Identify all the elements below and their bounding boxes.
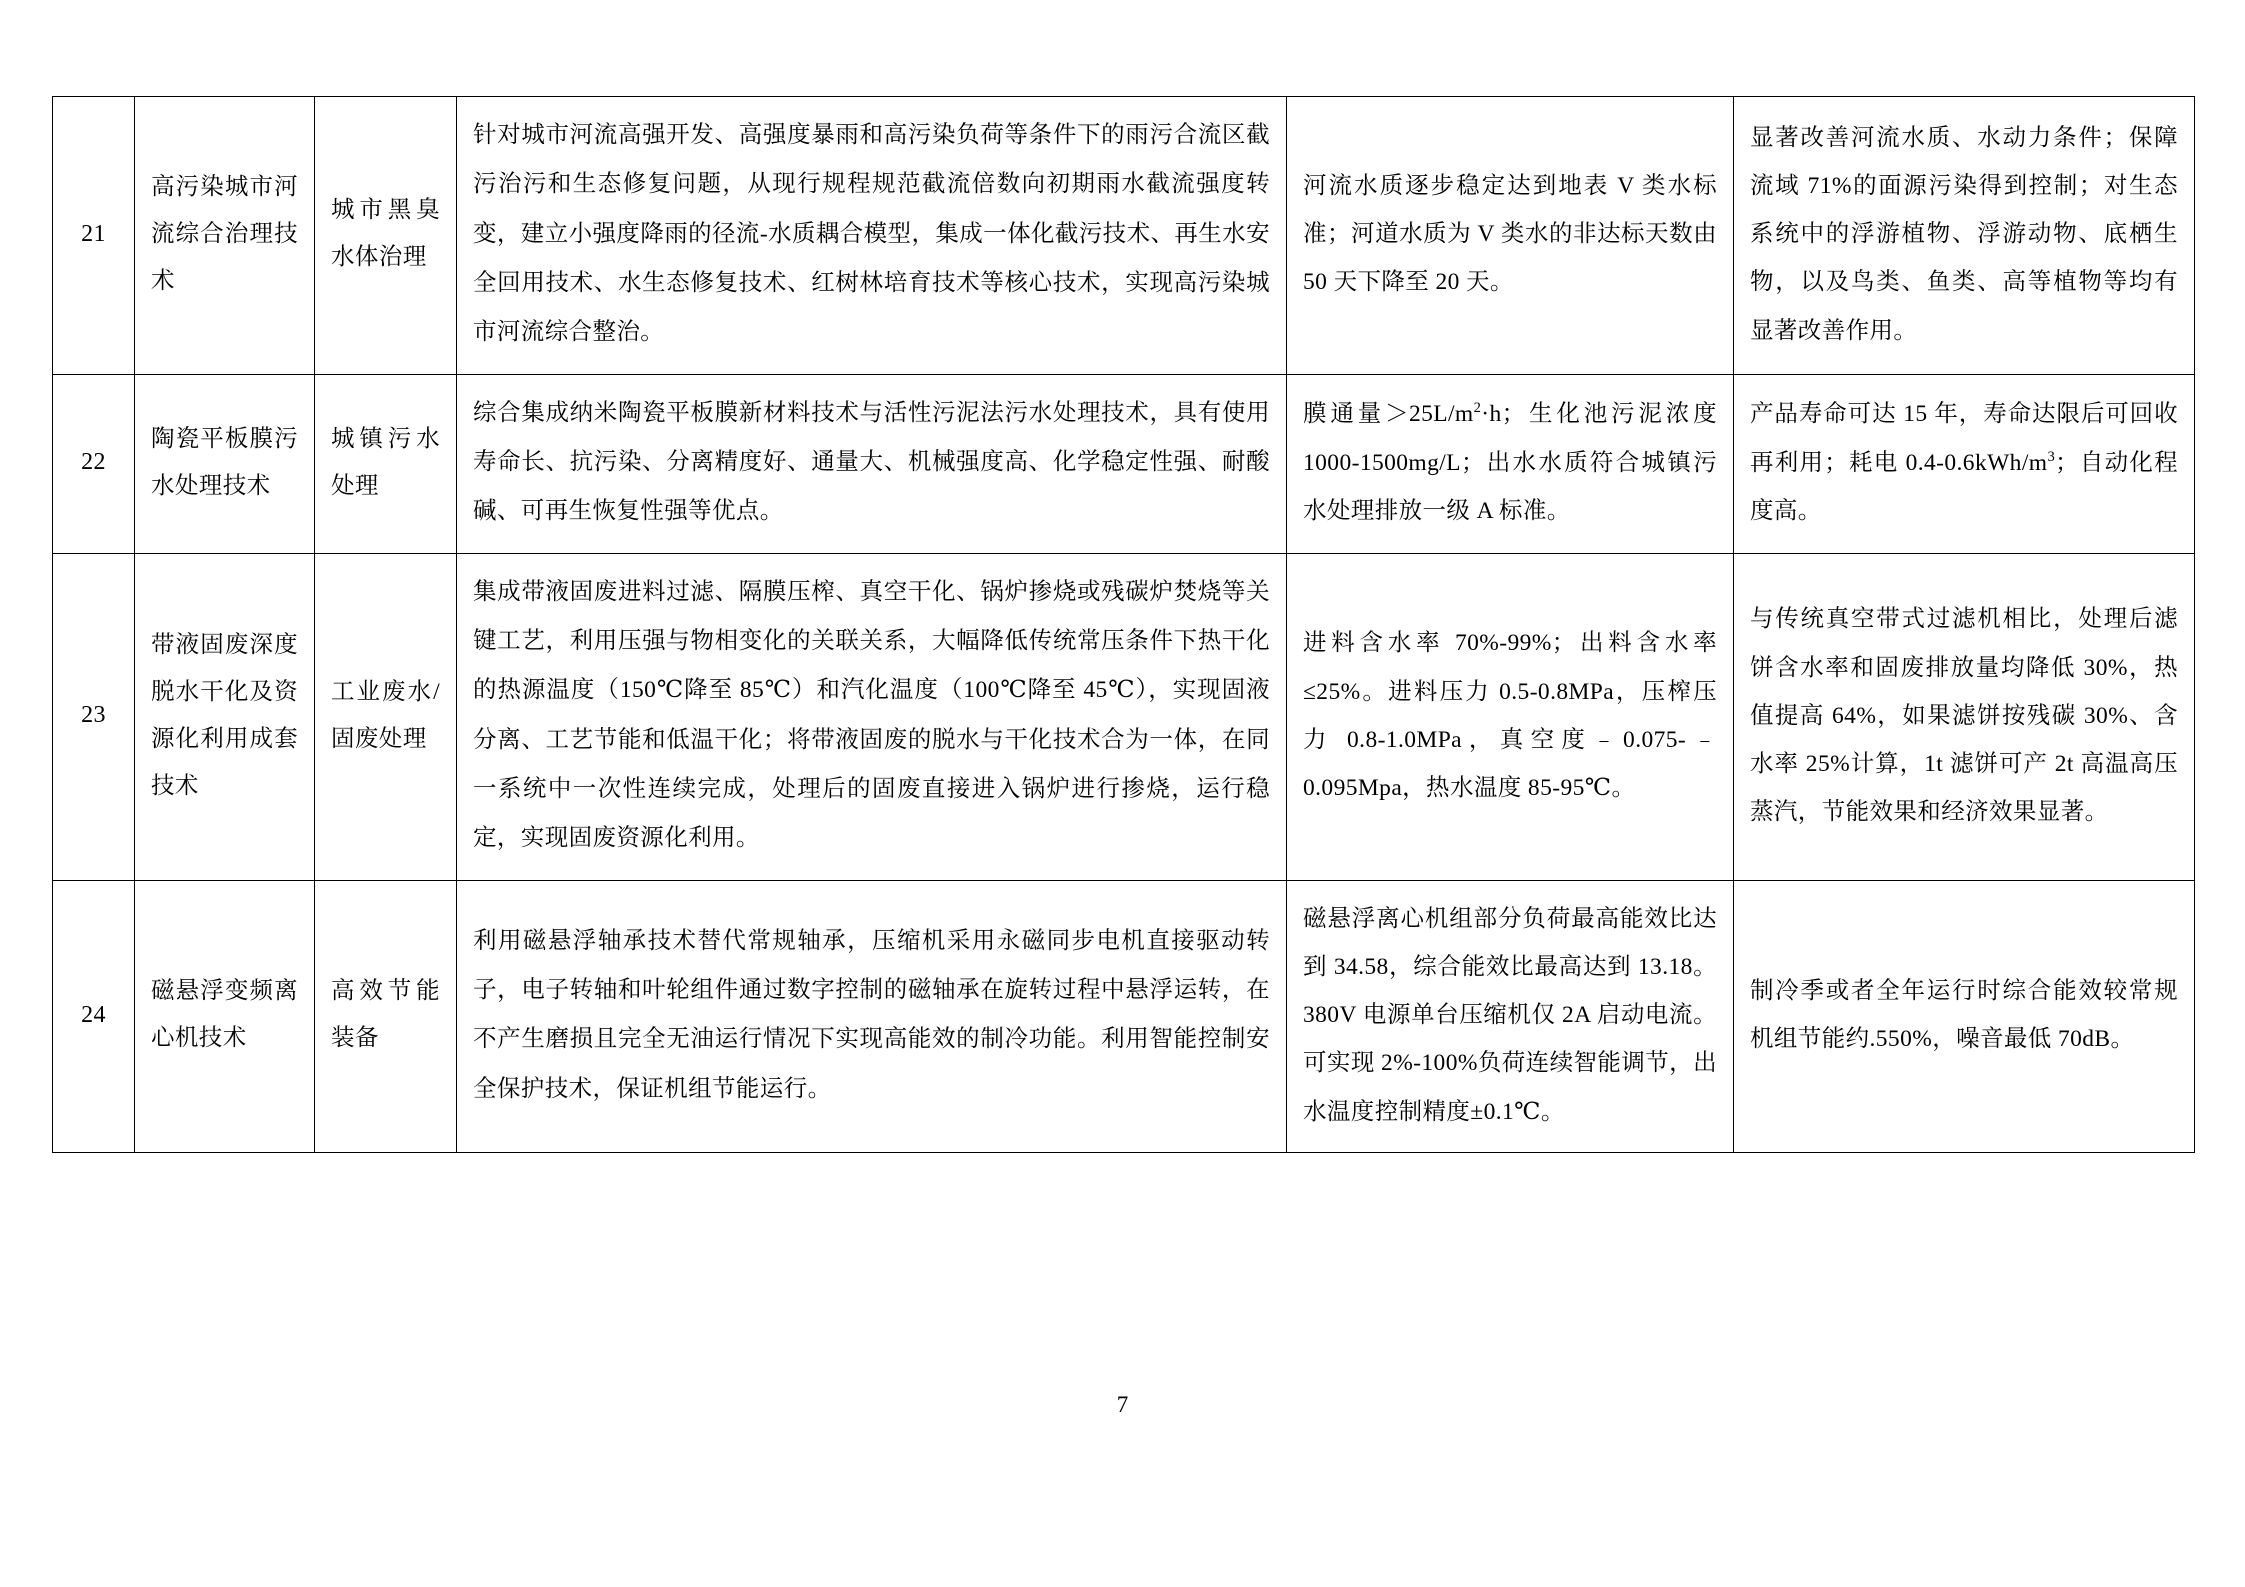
technology-name: 带液固废深度脱水干化及资源化利用成套技术	[135, 553, 315, 880]
row-index: 23	[53, 553, 135, 880]
page-number: 7	[1116, 1392, 1129, 1417]
application-field: 城市黑臭水体治理	[315, 97, 457, 375]
technology-indicator: 膜通量$>25L/m^2\cdot h$；生化池污泥浓度 1000-1500mg/L；出水水质符合城镇污水处理排放一级 A 标准。	[1287, 374, 1734, 553]
application-field: 工业废水/固废处理	[315, 553, 457, 880]
technology-description: 集成带液固废进料过滤、隔膜压榨、真空干化、锅炉掺烧或残碳炉焚烧等关键工艺，利用压强与物相变化的关联关系，大幅降低传统常压条件下热干化的热源温度（150℃降至 85℃）和汽化温度（100℃降至 45℃），实现固液分离、工艺节能和低温干化；将带液固废的脱水与干化技术合为一体，在同一系统中一次性连续完成，处理后的固废直接进入锅炉进行掺烧，运行稳定，实现固废资源化利用。	[457, 553, 1287, 880]
row-index: 21	[53, 97, 135, 375]
technology-indicator: 磁悬浮离心机组部分负荷最高能效比达到 34.58，综合能效比最高达到 13.18。380V 电源单台压缩机仅 2A 启动电流。可实现 2%-100%负荷连续智能调节，出水温度控制精度±0.1℃。	[1287, 880, 1734, 1152]
table-row	[53, 97, 2195, 375]
application-effect: 显著改善河流水质、水动力条件；保障流域 71%的面源污染得到控制；对生态系统中的浮游植物、浮游动物、底栖生物，以及鸟类、鱼类、高等植物等均有显著改善作用。	[1734, 97, 2195, 375]
application-effect: 产品寿命可达 15 年，寿命达限后可回收再利用；耗电 $0.4-0.6kWh/m^3$；自动化程度高。	[1734, 374, 2195, 553]
technology-description: 针对城市河流高强开发、高强度暴雨和高污染负荷等条件下的雨污合流区截污治污和生态修复问题，从现行规程规范截流倍数向初期雨水截流强度转变，建立小强度降雨的径流-水质耦合模型，集成一体化截污技术、再生水安全回用技术、水生态修复技术、红树林培育技术等核心技术，实现高污染城市河流综合整治。	[457, 97, 1287, 375]
technology-name: 陶瓷平板膜污水处理技术	[135, 374, 315, 553]
application-effect: 制冷季或者全年运行时综合能效较常规机组节能约.550%，噪音最低 70dB。	[1734, 880, 2195, 1152]
technology-name: 磁悬浮变频离心机技术	[135, 880, 315, 1152]
technology-indicator: 河流水质逐步稳定达到地表 V 类水标准；河道水质为 V 类水的非达标天数由 50 天下降至 20 天。	[1287, 97, 1734, 375]
technology-catalog-table	[52, 96, 2195, 1153]
application-field: 城镇污水处理	[315, 374, 457, 553]
table-row	[53, 880, 2195, 1152]
table-row	[53, 374, 2195, 553]
technology-indicator: 进料含水率 70%-99%；出料含水率≤25%。进料压力 0.5-0.8MPa，压榨压力 0.8-1.0MPa，真空度﹣0.075-﹣0.095Mpa，热水温度 85-95℃。	[1287, 553, 1734, 880]
application-effect: 与传统真空带式过滤机相比，处理后滤饼含水率和固废排放量均降低 30%，热值提高 64%，如果滤饼按残碳 30%、含水率 25%计算，1t 滤饼可产 2t 高温高压蒸汽，节能效果和经济效果显著。	[1734, 553, 2195, 880]
row-index: 24	[53, 880, 135, 1152]
technology-description: 综合集成纳米陶瓷平板膜新材料技术与活性污泥法污水处理技术，具有使用寿命长、抗污染、分离精度好、通量大、机械强度高、化学稳定性强、耐酸碱、可再生恢复性强等优点。	[457, 374, 1287, 553]
technology-description: 利用磁悬浮轴承技术替代常规轴承，压缩机采用永磁同步电机直接驱动转子，电子转轴和叶轮组件通过数字控制的磁轴承在旋转过程中悬浮运转，在不产生磨损且完全无油运行情况下实现高能效的制冷功能。利用智能控制安全保护技术，保证机组节能运行。	[457, 880, 1287, 1152]
row-index: 22	[53, 374, 135, 553]
application-field: 高效节能装备	[315, 880, 457, 1152]
technology-name: 高污染城市河流综合治理技术	[135, 97, 315, 375]
table-row	[53, 553, 2195, 880]
